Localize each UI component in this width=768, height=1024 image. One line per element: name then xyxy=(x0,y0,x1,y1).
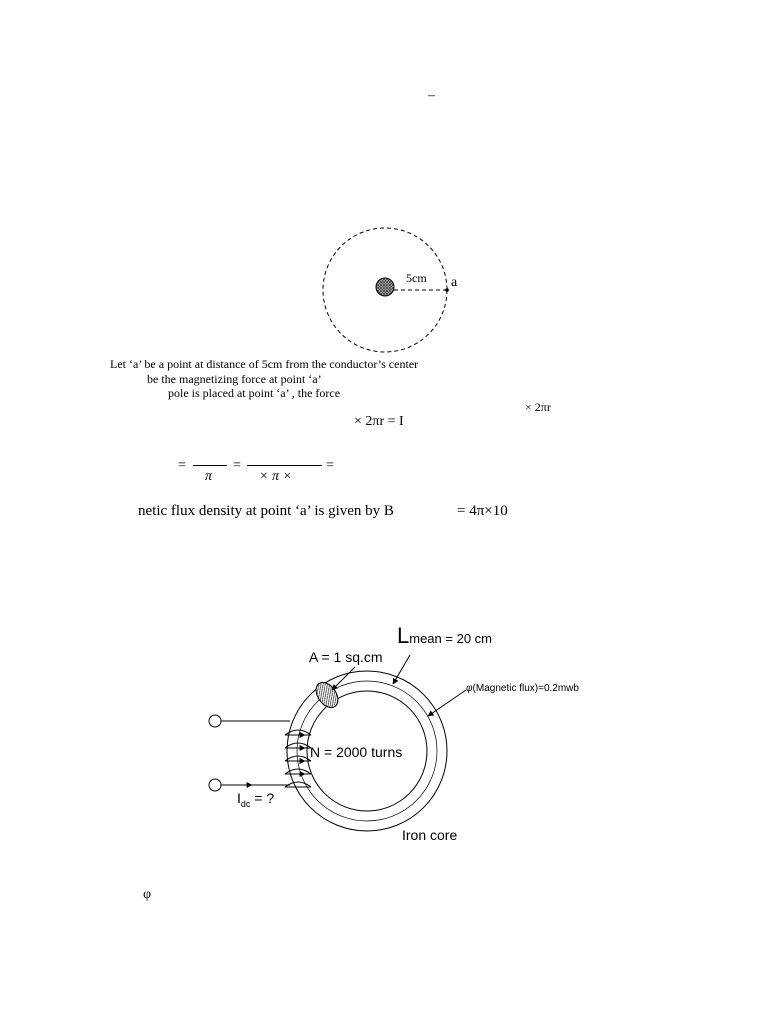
iron-core-label: Iron core xyxy=(402,827,458,843)
text-line-1: Let ‘a’ be a point at distance of 5cm from the conductor’s center xyxy=(110,357,419,371)
lmean-rest: mean = 20 cm xyxy=(409,631,492,646)
area-pointer xyxy=(332,667,355,690)
eq2-denominator-1: π xyxy=(205,469,213,484)
lmean-big-L: L xyxy=(397,623,410,648)
flux-density-line: netic flux density at point ‘a’ is given by B xyxy=(138,503,394,519)
phi-symbol: φ xyxy=(143,887,152,902)
terminal-bottom xyxy=(209,779,221,791)
current-label-sub: dc xyxy=(240,798,251,809)
flux-label xyxy=(466,683,579,694)
lmean-pointer xyxy=(393,655,410,684)
current-label-I: I xyxy=(237,790,241,806)
distance-label: 5cm xyxy=(406,271,427,285)
lmean-label xyxy=(397,623,492,649)
text-line-3: pole is placed at point ‘a’ , the force xyxy=(168,386,341,400)
current-label-rest: = ? xyxy=(250,790,275,806)
eq2-equals-2: = xyxy=(233,458,241,473)
flux-pointer xyxy=(428,690,466,716)
eq2-equals-1: = xyxy=(178,458,186,473)
turns-label: N = 2000 turns xyxy=(310,744,403,760)
flux-phi-glyph: φ xyxy=(466,683,473,694)
flux-density-value: = 4π×10 xyxy=(457,503,508,519)
area-label: A = 1 sq.cm xyxy=(309,649,383,665)
header-dash: – xyxy=(428,88,435,103)
text-line-2: be the magnetizing force at point ‘a’ xyxy=(147,372,322,386)
eq2-equals-3: = xyxy=(326,458,334,473)
flux-label-text: (Magnetic flux)=0.2mwb xyxy=(472,683,579,694)
cross-section-ellipse xyxy=(312,678,343,711)
text-line-3-right: × 2πr xyxy=(525,400,551,414)
terminal-top xyxy=(209,715,221,727)
current-label xyxy=(237,790,274,809)
point-a-label: a xyxy=(451,275,458,290)
eq2-denominator-2: × π × xyxy=(259,469,292,484)
equation-1: × 2πr = I xyxy=(354,414,404,429)
